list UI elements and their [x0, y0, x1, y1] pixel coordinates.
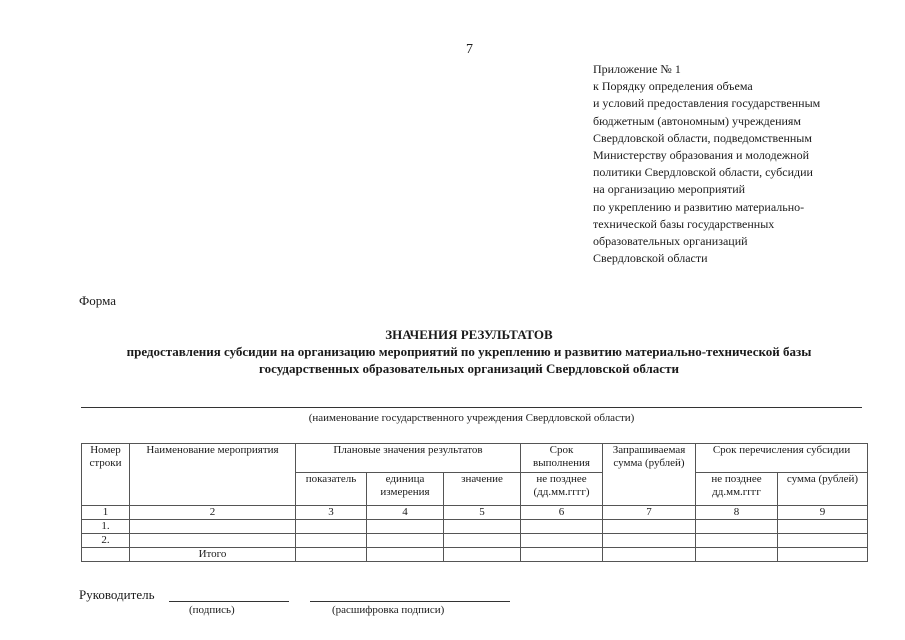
document-subtitle-line-2: государственных образовательных организаций Свердловской области	[259, 361, 679, 376]
table-cell	[296, 534, 367, 548]
header-requested-sum: Запрашиваемая сумма (рублей)	[603, 444, 696, 506]
table-cell	[521, 534, 603, 548]
signature-caption: (подпись)	[189, 604, 235, 616]
table-cell	[778, 534, 868, 548]
appendix-line: бюджетным (автономным) учреждениям	[593, 113, 802, 128]
appendix-line: к Порядку определения объема	[593, 79, 753, 94]
table-cell	[696, 534, 778, 548]
form-label: Форма	[79, 293, 116, 308]
appendix-line: технической базы государственных	[593, 216, 775, 231]
column-number: 7	[603, 506, 696, 520]
table-cell	[367, 534, 444, 548]
table-cell	[603, 520, 696, 534]
table-cell	[367, 548, 444, 562]
table-row	[82, 520, 868, 534]
column-number: 6	[521, 506, 603, 520]
column-number: 5	[444, 506, 521, 520]
appendix-header	[593, 61, 893, 267]
column-number: 9	[778, 506, 868, 520]
column-number: 2	[130, 506, 296, 520]
table-cell	[521, 548, 603, 562]
column-number: 3	[296, 506, 367, 520]
manager-label: Руководитель	[79, 587, 155, 602]
table-cell	[603, 548, 696, 562]
table-cell	[778, 548, 868, 562]
header-transfer-date: не позднее дд.мм.гггг	[696, 473, 778, 506]
table-cell	[444, 548, 521, 562]
row-event-name	[130, 534, 296, 548]
header-value: значение	[444, 473, 521, 506]
table-row-total	[82, 548, 868, 562]
appendix-line: политики Свердловской области, субсидии	[593, 165, 813, 180]
header-indicator: показатель	[296, 473, 367, 506]
document-subtitle-line-1: предоставления субсидии на организацию мероприятий по укреплению и развитию материально-технической базы	[126, 344, 812, 359]
column-number: 1	[82, 506, 130, 520]
table-cell	[778, 520, 868, 534]
signature-decoding-caption: (расшифровка подписи)	[332, 604, 445, 616]
row-event-name	[130, 520, 296, 534]
organization-name-line	[81, 407, 862, 408]
appendix-line: Министерству образования и молодежной	[593, 148, 810, 163]
row-total-label: Итого	[130, 548, 296, 562]
table-cell	[296, 520, 367, 534]
organization-name-caption: (наименование государственного учреждения Свердловской области)	[308, 412, 635, 424]
header-planned-values: Плановые значения результатов	[296, 444, 521, 473]
appendix-line: Приложение № 1	[593, 62, 681, 76]
row-number: 1.	[82, 520, 130, 534]
signature-decoding-line	[310, 601, 510, 602]
results-table	[81, 443, 868, 562]
appendix-line: Свердловской области	[593, 251, 708, 266]
header-transfer-sum: сумма (рублей)	[778, 473, 868, 506]
column-number: 4	[367, 506, 444, 520]
appendix-line: на организацию мероприятий	[593, 182, 746, 197]
header-row-number: Номер строки	[82, 444, 130, 506]
table-cell	[696, 548, 778, 562]
table-row	[82, 534, 868, 548]
header-deadline-date: не позднее (дд.мм.гггг)	[521, 473, 603, 506]
appendix-line: и условий предоставления государственным	[593, 96, 821, 111]
row-number	[82, 548, 130, 562]
table-cell	[603, 534, 696, 548]
header-event-name: Наименование мероприятия	[130, 444, 296, 506]
appendix-line: Свердловской области, подведомственным	[593, 130, 812, 145]
column-number: 8	[696, 506, 778, 520]
signature-line	[169, 601, 289, 602]
document-title: ЗНАЧЕНИЯ РЕЗУЛЬТАТОВ	[385, 327, 553, 342]
page-number: 7	[466, 42, 473, 57]
table-cell	[296, 548, 367, 562]
row-number: 2.	[82, 534, 130, 548]
header-deadline: Срок выполнения	[521, 444, 603, 473]
table-cell	[444, 534, 521, 548]
table-cell	[521, 520, 603, 534]
header-transfer-term: Срок перечисления субсидии	[696, 444, 868, 473]
table-cell	[696, 520, 778, 534]
table-cell	[367, 520, 444, 534]
appendix-line: по укреплению и развитию материально-	[593, 199, 805, 214]
header-unit: единица измерения	[367, 473, 444, 506]
appendix-line: образовательных организаций	[593, 234, 748, 249]
table-cell	[444, 520, 521, 534]
